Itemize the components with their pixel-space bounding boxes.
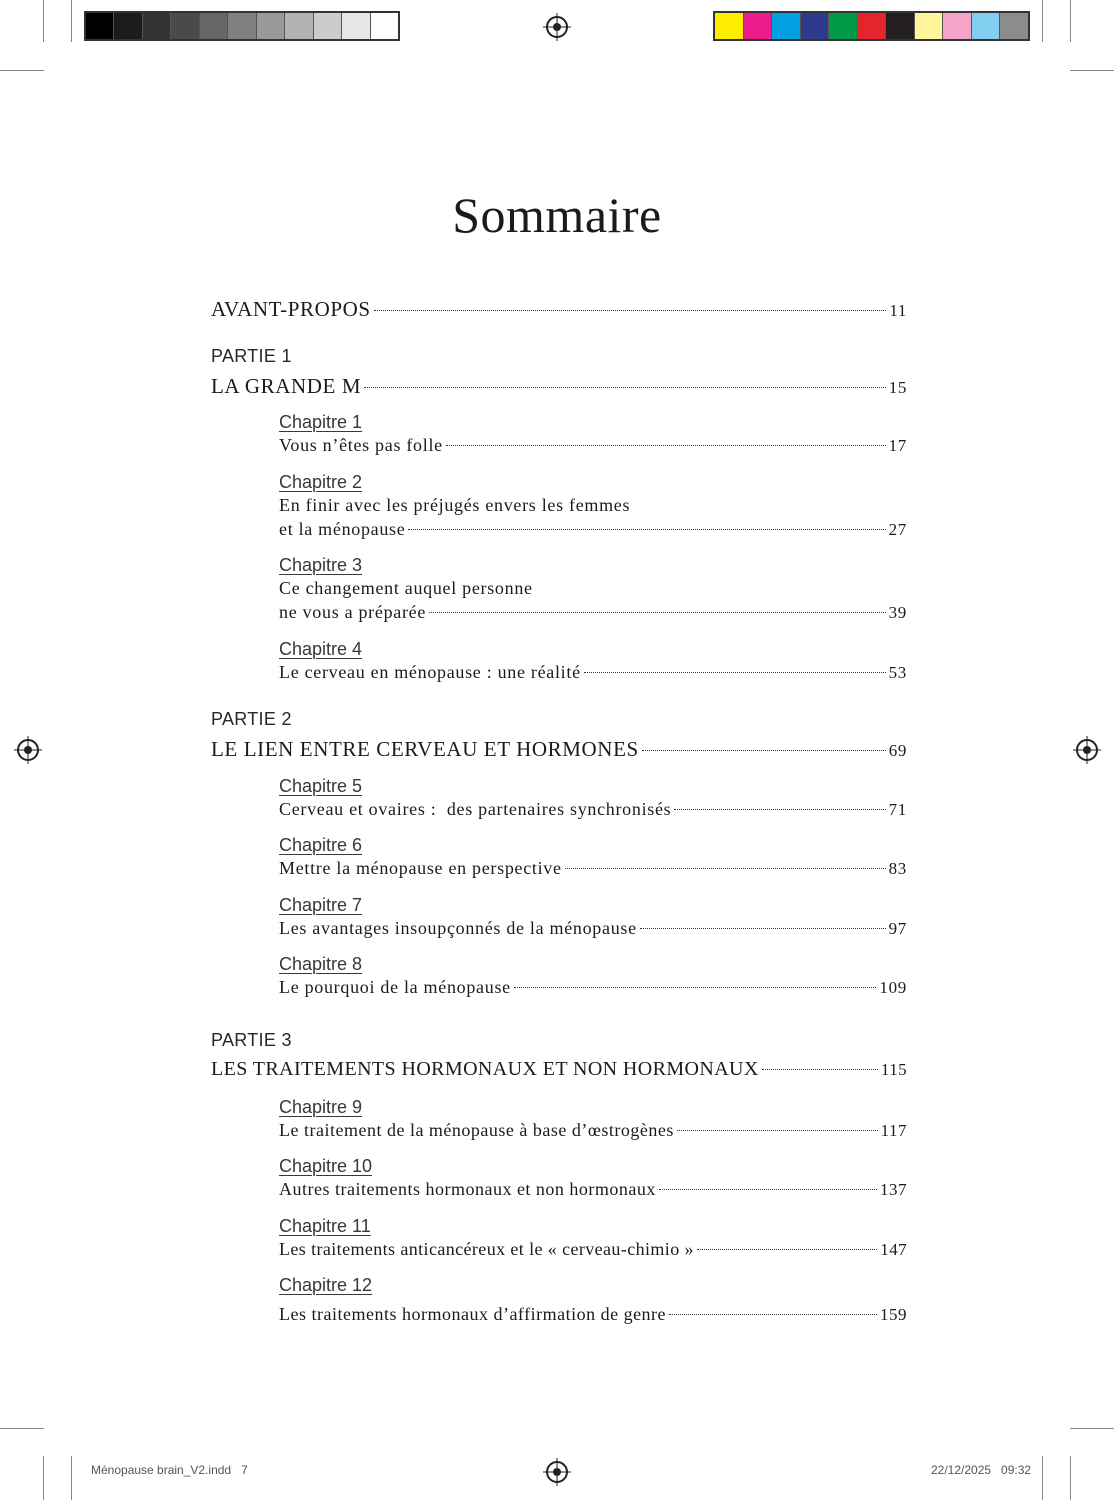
toc-entry-title: Le traitement de la ménopause à base d’œstrogènes xyxy=(279,1120,674,1140)
dot-leader xyxy=(565,868,886,869)
dot-leader xyxy=(640,928,886,929)
toc-page-number: 137 xyxy=(880,1180,907,1199)
color-swatch xyxy=(829,13,858,39)
chapter-label[interactable]: Chapitre 11 xyxy=(279,1216,371,1236)
toc-page-number: 97 xyxy=(888,919,907,938)
page-title: Sommaire xyxy=(452,187,662,243)
toc-entry-title: Cerveau et ovaires : des partenaires synchronisés xyxy=(279,799,672,819)
dot-leader xyxy=(762,1069,878,1070)
part-label: PARTIE 2 xyxy=(211,709,292,729)
toc-entry-chapter[interactable] xyxy=(279,662,907,683)
toc-page-number: 15 xyxy=(888,378,907,397)
toc-page-number: 17 xyxy=(888,436,907,455)
chapter-label[interactable]: Chapitre 4 xyxy=(279,639,363,659)
toc-entry-title: Le cerveau en ménopause : une réalité xyxy=(279,662,581,682)
color-swatch xyxy=(801,13,830,39)
color-swatch xyxy=(858,13,887,39)
toc-page-number: 117 xyxy=(880,1121,907,1140)
toc-page-number: 27 xyxy=(888,520,907,539)
chapter-label[interactable]: Chapitre 2 xyxy=(279,472,363,492)
toc-entry-chapter[interactable] xyxy=(279,977,907,998)
toc-entry-title: LA GRANDE M xyxy=(211,374,362,398)
toc-entry-chapter[interactable] xyxy=(279,602,907,623)
registration-mark-icon xyxy=(546,16,568,38)
toc-entry-title: AVANT-PROPOS xyxy=(211,297,371,321)
toc-entry-chapter[interactable] xyxy=(279,1179,907,1200)
dot-leader xyxy=(364,387,886,388)
footer-datetime: 22/12/2025 09:32 xyxy=(931,1463,1032,1477)
crop-mark xyxy=(1070,0,1071,42)
toc-entry-title: Le pourquoi de la ménopause xyxy=(279,977,511,997)
toc-page-number: 115 xyxy=(880,1060,907,1079)
toc-entry-title: ne vous a préparée xyxy=(279,602,427,622)
toc-page-number: 109 xyxy=(879,978,907,997)
chapter-label[interactable]: Chapitre 1 xyxy=(279,412,363,432)
crop-mark xyxy=(1042,1456,1043,1500)
toc-entry-title: LE LIEN ENTRE CERVEAU ET HORMONES xyxy=(211,737,639,761)
crop-mark xyxy=(43,1456,44,1500)
toc-entry-chapter[interactable] xyxy=(279,1239,907,1260)
toc-page-number: 159 xyxy=(880,1305,907,1324)
toc-entry-chapter[interactable] xyxy=(279,799,907,820)
toc-page-number: 83 xyxy=(888,859,907,878)
toc-page-number: 147 xyxy=(880,1240,907,1259)
crop-mark xyxy=(1042,0,1043,42)
chapter-label[interactable]: Chapitre 12 xyxy=(279,1275,373,1295)
toc-entry-title: Mettre la ménopause en perspective xyxy=(279,858,562,878)
gray-swatch xyxy=(143,13,171,39)
toc-entry-chapter[interactable] xyxy=(279,519,907,540)
toc-entry-chapter[interactable] xyxy=(279,918,907,939)
toc-entry-chapter[interactable] xyxy=(279,858,907,879)
toc-entry-part[interactable] xyxy=(211,1058,907,1081)
color-swatch xyxy=(715,13,744,39)
crop-mark xyxy=(0,1428,44,1429)
toc-entry-chapter[interactable] xyxy=(279,435,907,456)
chapter-label[interactable]: Chapitre 9 xyxy=(279,1097,363,1117)
registration-mark-icon xyxy=(546,1461,568,1483)
toc-entry-chapter[interactable] xyxy=(279,1304,907,1325)
toc-entry-title: Les traitements anticancéreux et le « cerveau-chimio » xyxy=(279,1239,694,1259)
toc-entry-title-line: Ce changement auquel personne xyxy=(279,578,533,598)
part-label: PARTIE 3 xyxy=(211,1030,292,1050)
gray-swatch xyxy=(257,13,285,39)
crop-mark xyxy=(71,1456,72,1500)
toc-entry-title-line: En finir avec les préjugés envers les femmes xyxy=(279,495,631,515)
color-swatch xyxy=(915,13,944,39)
dot-leader xyxy=(514,987,877,988)
gray-calibration-bar xyxy=(84,11,400,41)
color-swatch xyxy=(886,13,915,39)
dot-leader xyxy=(374,310,887,311)
gray-swatch xyxy=(114,13,142,39)
gray-swatch xyxy=(371,13,398,39)
color-swatch xyxy=(772,13,801,39)
gray-swatch xyxy=(171,13,199,39)
toc-page-number: 53 xyxy=(888,663,907,682)
toc-entry-title: Autres traitements hormonaux et non hormonaux xyxy=(279,1179,656,1199)
toc-page-number: 71 xyxy=(888,800,907,819)
crop-mark xyxy=(71,0,72,42)
toc-entry-avant-propos[interactable] xyxy=(211,297,907,322)
registration-mark-icon xyxy=(1076,739,1098,761)
dot-leader xyxy=(697,1249,877,1250)
gray-swatch xyxy=(314,13,342,39)
dot-leader xyxy=(642,750,886,751)
crop-mark xyxy=(1070,70,1114,71)
dot-leader xyxy=(659,1189,877,1190)
toc-entry-chapter[interactable] xyxy=(279,1120,907,1141)
chapter-label[interactable]: Chapitre 5 xyxy=(279,776,363,796)
part-label: PARTIE 1 xyxy=(211,346,292,366)
dot-leader xyxy=(408,529,885,530)
gray-swatch xyxy=(228,13,256,39)
toc-page-number: 69 xyxy=(888,741,907,760)
dot-leader xyxy=(429,612,886,613)
dot-leader xyxy=(584,672,886,673)
crop-mark xyxy=(0,70,44,71)
chapter-label[interactable]: Chapitre 7 xyxy=(279,895,363,915)
gray-swatch xyxy=(285,13,313,39)
dot-leader xyxy=(677,1130,878,1131)
gray-swatch xyxy=(342,13,370,39)
dot-leader xyxy=(669,1314,877,1315)
color-swatch xyxy=(1000,13,1028,39)
toc-entry-part[interactable] xyxy=(211,374,907,399)
color-calibration-bar xyxy=(713,11,1030,41)
crop-mark xyxy=(43,0,44,42)
toc-entry-part[interactable] xyxy=(211,737,907,762)
chapter-label[interactable]: Chapitre 6 xyxy=(279,835,363,855)
color-swatch xyxy=(744,13,773,39)
toc-page-number: 39 xyxy=(888,603,907,622)
color-swatch xyxy=(943,13,972,39)
toc-entry-title: Les traitements hormonaux d’affirmation de genre xyxy=(279,1304,667,1324)
chapter-label[interactable]: Chapitre 3 xyxy=(279,555,363,575)
footer-file-name: Ménopause brain_V2.indd 7 xyxy=(91,1463,248,1477)
crop-mark xyxy=(1070,1428,1114,1429)
gray-swatch xyxy=(86,13,114,39)
crop-mark xyxy=(1070,1456,1071,1500)
toc-page-number: 11 xyxy=(889,301,907,320)
chapter-label[interactable]: Chapitre 8 xyxy=(279,954,363,974)
gray-swatch xyxy=(200,13,228,39)
toc-entry-title: LES TRAITEMENTS HORMONAUX ET NON HORMONAUX xyxy=(211,1058,759,1080)
dot-leader xyxy=(674,809,885,810)
toc-entry-title: Les avantages insoupçonnés de la ménopause xyxy=(279,918,637,938)
registration-mark-icon xyxy=(17,739,39,761)
dot-leader xyxy=(446,445,886,446)
toc-entry-title: et la ménopause xyxy=(279,519,406,539)
toc-entry-title: Vous n’êtes pas folle xyxy=(279,435,443,455)
chapter-label[interactable]: Chapitre 10 xyxy=(279,1156,373,1176)
color-swatch xyxy=(972,13,1001,39)
